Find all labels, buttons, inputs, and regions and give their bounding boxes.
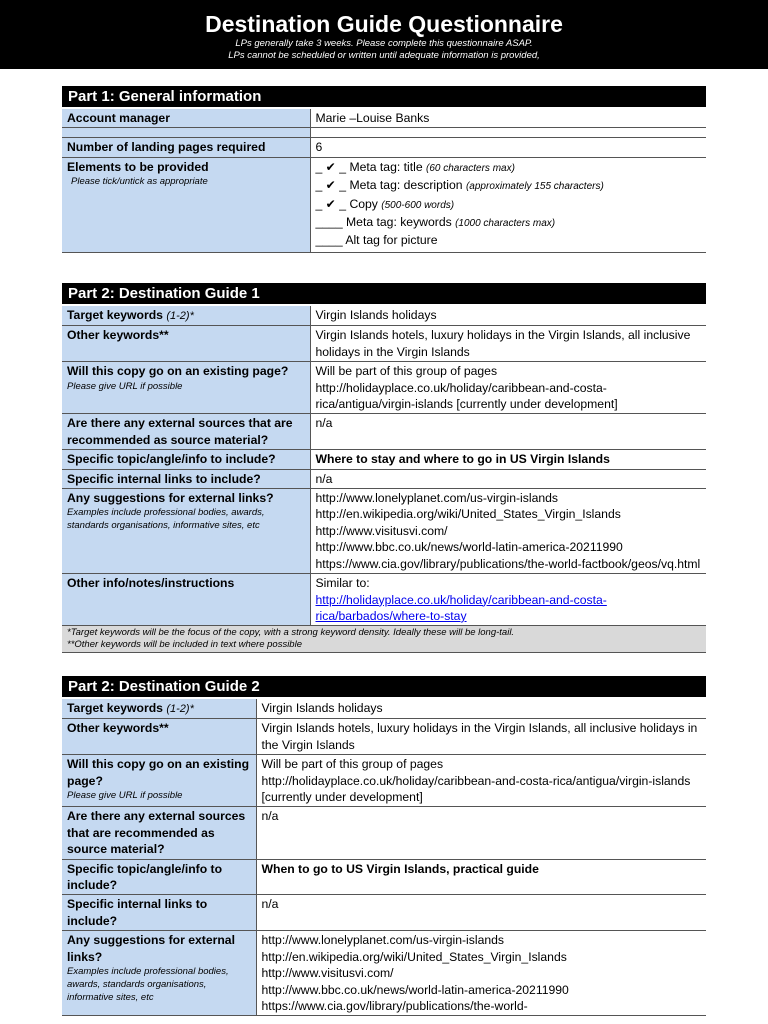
element-item[interactable]: ____ Meta tag: keywords (1000 characters max): [315, 215, 556, 230]
list-item: http://www.lonelyplanet.com/us-virgin-islands: [315, 491, 558, 506]
guide2-table: [62, 699, 706, 1016]
table-row: [62, 128, 706, 138]
table-row: [62, 699, 706, 719]
list-item: http://www.bbc.co.uk/news/world-latin-america-20211990: [261, 982, 569, 997]
existing-page-value[interactable]: Will be part of this group of pages http://holidayplace.co.uk/holiday/caribbean-and-costa-rica/antigua/virgin-islands [currently under development]: [256, 755, 706, 807]
other-keywords-label: Other keywords**: [62, 719, 256, 755]
list-item: http://www.bbc.co.uk/news/world-latin-america-20211990: [315, 540, 623, 555]
target-keywords-value[interactable]: Virgin Islands holidays: [256, 699, 706, 719]
list-item: https://www.cia.gov/library/publications/the-world-factbook/geos/vq.html: [315, 556, 701, 571]
existing-page-note: Please give URL if possible: [67, 380, 183, 392]
table-row: [62, 931, 706, 1016]
list-item: http://www.visitusvi.com/: [315, 523, 448, 538]
table-row: [62, 362, 706, 414]
table-row: [62, 574, 706, 626]
table-row: [62, 138, 706, 157]
elements-label: Elements to be provided: [67, 159, 209, 174]
list-item: http://en.wikipedia.org/wiki/United_States_Virgin_Islands: [261, 949, 567, 964]
guide1-table: [62, 306, 706, 653]
other-info-label: Other info/notes/instructions: [62, 574, 310, 626]
table-row: [62, 489, 706, 574]
element-item[interactable]: _ ✔ _ Meta tag: title (60 characters max): [315, 159, 515, 174]
other-keywords-value[interactable]: Virgin Islands hotels, luxury holidays in the Virgin Islands, all inclusive holidays in the Virgin Islands: [310, 326, 706, 362]
topic-value[interactable]: Where to stay and where to go in US Virgin Islands: [310, 450, 706, 469]
external-links-value[interactable]: [310, 489, 706, 574]
existing-page-label: Will this copy go on an existing page? Please give URL if possible: [62, 755, 256, 807]
other-keywords-value[interactable]: Virgin Islands hotels, luxury holidays in the Virgin Islands, all inclusive holidays in the Virgin Islands: [256, 719, 706, 755]
checkbox-icon[interactable]: _ ✔ _: [315, 196, 347, 211]
other-info-value[interactable]: Similar to: http://holidayplace.co.uk/holiday/caribbean-and-costa-rica/barbados/where-to-stay: [310, 574, 706, 626]
similar-page-link[interactable]: http://holidayplace.co.uk/holiday/caribbean-and-costa-rica/barbados/where-to-stay: [315, 592, 607, 623]
footnotes: [62, 626, 706, 653]
part1-heading: Part 1: General information: [62, 86, 706, 109]
list-item: http://www.visitusvi.com/: [261, 966, 394, 981]
external-links-note: Examples include professional bodies, awards, standards organisations, informative sites, etc: [67, 507, 265, 532]
checkbox-icon[interactable]: ____: [315, 233, 343, 248]
external-links-label: Any suggestions for external links? Examples include professional bodies, awards, standards organisations, informative sites, etc: [62, 489, 310, 574]
table-row: [62, 895, 706, 931]
element-item[interactable]: _ ✔ _ Copy (500-600 words): [315, 196, 455, 211]
table-row: [62, 109, 706, 128]
account-manager-label: Account manager: [62, 109, 310, 128]
header-note-2: LPs cannot be scheduled or written until adequate information is provided,: [228, 50, 540, 61]
pages-value[interactable]: 6: [310, 138, 706, 157]
checkbox-icon[interactable]: _ ✔ _: [315, 159, 347, 174]
topic-label: Specific topic/angle/info to include?: [62, 859, 256, 895]
footnote-target: *Target keywords will be the focus of the copy, with a strong keyword density. Ideally these will be long-tail.: [67, 627, 515, 639]
internal-links-label: Specific internal links to include?: [62, 469, 310, 488]
table-row: [62, 157, 706, 252]
table-row: [62, 807, 706, 859]
target-keywords-label: Target keywords (1-2)*: [62, 306, 310, 326]
table-row: [62, 450, 706, 469]
sources-label: Are there any external sources that are recommended as source material?: [62, 414, 310, 450]
other-keywords-label: Other keywords**: [62, 326, 310, 362]
internal-links-label: Specific internal links to include?: [62, 895, 256, 931]
guide2-heading: Part 2: Destination Guide 2: [62, 676, 706, 699]
target-keywords-value[interactable]: Virgin Islands holidays: [310, 306, 706, 326]
external-links-label: Any suggestions for external links? Examples include professional bodies, awards, standards organisations, informative sites, etc: [62, 931, 256, 1016]
footnote-other: **Other keywords will be included in text where possible: [67, 639, 302, 651]
pages-label: Number of landing pages required: [62, 138, 310, 157]
table-row: [62, 719, 706, 755]
blank-cell: [62, 128, 310, 138]
page-title: Destination Guide Questionnaire: [205, 11, 563, 37]
table-row: [62, 859, 706, 895]
list-item: https://www.cia.gov/library/publications/the-world-: [261, 998, 528, 1013]
list-item: http://www.lonelyplanet.com/us-virgin-islands: [261, 933, 504, 948]
existing-page-label: Will this copy go on an existing page? Please give URL if possible: [62, 362, 310, 414]
table-row: [62, 626, 706, 653]
internal-links-value[interactable]: n/a: [256, 895, 706, 931]
sources-label: Are there any external sources that are recommended as source material?: [62, 807, 256, 859]
header-note-1: LPs generally take 3 weeks. Please complete this questionnaire ASAP.: [235, 38, 533, 49]
checkbox-icon[interactable]: _ ✔ _: [315, 178, 347, 193]
element-item[interactable]: _ ✔ _ Meta tag: description (approximately 155 characters): [315, 178, 604, 193]
sources-value[interactable]: n/a: [310, 414, 706, 450]
sources-value[interactable]: n/a: [256, 807, 706, 859]
elements-list: [310, 157, 706, 252]
part1-section: [62, 86, 706, 253]
list-item: http://en.wikipedia.org/wiki/United_States_Virgin_Islands: [315, 507, 621, 522]
topic-value[interactable]: When to go to US Virgin Islands, practical guide: [256, 859, 706, 895]
topic-label: Specific topic/angle/info to include?: [62, 450, 310, 469]
guide1-heading: Part 2: Destination Guide 1: [62, 283, 706, 306]
existing-page-note: Please give URL if possible: [67, 790, 183, 802]
external-links-note: Examples include professional bodies, awards, standards organisations, informative sites, etc: [67, 966, 229, 1004]
guide2-section: [62, 676, 706, 1016]
part1-table: [62, 109, 706, 253]
table-row: [62, 306, 706, 326]
blank-cell[interactable]: [310, 128, 706, 138]
guide1-section: [62, 283, 706, 653]
element-item[interactable]: ____ Alt tag for picture: [315, 233, 438, 248]
external-links-value[interactable]: [256, 931, 706, 1016]
checkbox-icon[interactable]: ____: [315, 215, 343, 230]
table-row: [62, 414, 706, 450]
page-header: [0, 0, 768, 69]
table-row: [62, 755, 706, 807]
internal-links-value[interactable]: n/a: [310, 469, 706, 488]
table-row: [62, 469, 706, 488]
target-keywords-label: Target keywords (1-2)*: [62, 699, 256, 719]
table-row: [62, 326, 706, 362]
elements-label-cell: [62, 157, 310, 252]
elements-note: Please tick/untick as appropriate: [71, 176, 208, 188]
account-manager-value[interactable]: Marie –Louise Banks: [310, 109, 706, 128]
existing-page-value[interactable]: Will be part of this group of pages http://holidayplace.co.uk/holiday/caribbean-and-costa-rica/antigua/virgin-islands [currently under development]: [310, 362, 706, 414]
